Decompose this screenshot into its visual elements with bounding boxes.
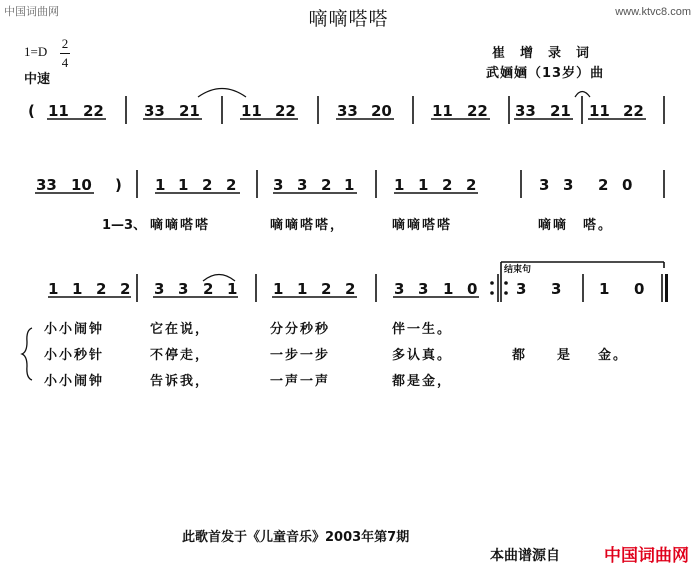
lyric-phrase: 不停走， bbox=[150, 348, 211, 363]
note: 2 bbox=[321, 176, 332, 194]
note: 2 bbox=[226, 176, 237, 194]
note: 2 bbox=[96, 280, 107, 298]
note: 3 bbox=[273, 176, 284, 194]
note: 3 bbox=[516, 280, 527, 298]
note-group: 22 bbox=[275, 102, 296, 120]
site-logo[interactable]: 中国词曲网 bbox=[604, 546, 689, 566]
note: 1 bbox=[344, 176, 355, 194]
lyric-phrase: 嘀嘀嗒嗒 bbox=[150, 218, 211, 233]
note-group: 21 bbox=[550, 102, 571, 120]
lyric-phrase: 都是金， bbox=[392, 374, 453, 389]
lyric-phrase: 金。 bbox=[598, 348, 629, 363]
bar-lines bbox=[126, 96, 664, 302]
publication-note: 此歌首发于《儿童音乐》2003年第7期 bbox=[182, 530, 410, 545]
lyric-phrase: 一步一步 bbox=[270, 348, 331, 363]
watermark-url[interactable]: www.ktvc8.com bbox=[615, 6, 691, 18]
note: 1 bbox=[297, 280, 308, 298]
note: 2 bbox=[203, 280, 214, 298]
note: 1 bbox=[394, 176, 405, 194]
song-title: 嘀嘀嗒嗒 bbox=[308, 8, 389, 30]
note: 3 bbox=[297, 176, 308, 194]
lyricist-credit: 崔 增 录 词 bbox=[492, 46, 591, 61]
ending-label: 结束句 bbox=[504, 265, 532, 275]
lyric-phrase: 它在说， bbox=[150, 322, 211, 337]
repeat-dot bbox=[490, 281, 494, 285]
lyric-phrase: 嘀嘀嗒嗒， bbox=[270, 218, 346, 233]
note: 0 bbox=[467, 280, 478, 298]
watermark-left: 中国词曲网 bbox=[4, 5, 59, 18]
repeat-dot bbox=[490, 291, 494, 295]
note-group: 11 bbox=[432, 102, 453, 120]
repeat-dot bbox=[504, 291, 508, 295]
note-group: 10 bbox=[71, 176, 92, 194]
note: 3 bbox=[563, 176, 574, 194]
note-group: 33 bbox=[36, 176, 57, 194]
lyric-phrase: 小小秒针 bbox=[44, 348, 105, 363]
time-top: 2 bbox=[61, 36, 69, 51]
note: 3 bbox=[418, 280, 429, 298]
lyric-phrase: 告诉我， bbox=[150, 374, 211, 389]
open-paren: ( bbox=[28, 102, 35, 120]
lyric-phrase: 嘀嘀嗒嗒 bbox=[392, 218, 453, 233]
verse-brace bbox=[22, 328, 32, 380]
note: 1 bbox=[72, 280, 83, 298]
note-group: 33 bbox=[144, 102, 165, 120]
note: 2 bbox=[442, 176, 453, 194]
note: 3 bbox=[154, 280, 165, 298]
note-group: 22 bbox=[623, 102, 644, 120]
note: 2 bbox=[345, 280, 356, 298]
beam-lines bbox=[35, 119, 646, 297]
lyric-phrase: 嘀嘀 嗒。 bbox=[538, 218, 614, 233]
note: 2 bbox=[120, 280, 131, 298]
key-signature: 1=D bbox=[24, 44, 48, 59]
note-group: 21 bbox=[179, 102, 200, 120]
final-barline bbox=[665, 274, 668, 302]
note: 1 bbox=[227, 280, 238, 298]
note-group: 11 bbox=[48, 102, 69, 120]
lyric-phrase: 小小闹钟 bbox=[44, 374, 105, 389]
note: 0 bbox=[634, 280, 645, 298]
composer-credit: 武婳婳（13岁）曲 bbox=[486, 66, 605, 81]
note-group: 11 bbox=[241, 102, 262, 120]
note: 1 bbox=[48, 280, 59, 298]
note: 1 bbox=[273, 280, 284, 298]
note-group: 33 bbox=[337, 102, 358, 120]
source-label: 本曲谱源自 bbox=[490, 548, 560, 564]
note: 2 bbox=[598, 176, 609, 194]
note-group: 20 bbox=[371, 102, 392, 120]
note: 3 bbox=[539, 176, 550, 194]
note: 1 bbox=[178, 176, 189, 194]
note: 1 bbox=[418, 176, 429, 194]
note: 3 bbox=[178, 280, 189, 298]
tempo-marking: 中速 bbox=[24, 72, 51, 87]
lyric-phrase: 都 是 bbox=[512, 348, 573, 363]
note: 2 bbox=[466, 176, 477, 194]
note-group: 22 bbox=[83, 102, 104, 120]
note: 1 bbox=[599, 280, 610, 298]
note: 1 bbox=[155, 176, 166, 194]
time-bottom: 4 bbox=[61, 55, 69, 70]
note-group: 11 bbox=[589, 102, 610, 120]
note-group: 22 bbox=[467, 102, 488, 120]
close-paren: ) bbox=[115, 176, 122, 194]
lyric-phrase: 小小闹钟 bbox=[44, 322, 105, 337]
lyric-phrase: 分分秒秒 bbox=[270, 322, 331, 337]
note: 1 bbox=[443, 280, 454, 298]
repeat-dot bbox=[504, 281, 508, 285]
note: 2 bbox=[202, 176, 213, 194]
lyric-phrase: 伴一生。 bbox=[392, 322, 453, 337]
note: 3 bbox=[551, 280, 562, 298]
lyric-phrase: 多认真。 bbox=[392, 348, 453, 363]
lyric-phrase: 一声一声 bbox=[270, 374, 331, 389]
note: 3 bbox=[394, 280, 405, 298]
note: 2 bbox=[321, 280, 332, 298]
note-group: 33 bbox=[515, 102, 536, 120]
note: 0 bbox=[622, 176, 633, 194]
verse-numbers: 1—3、 bbox=[102, 218, 147, 233]
